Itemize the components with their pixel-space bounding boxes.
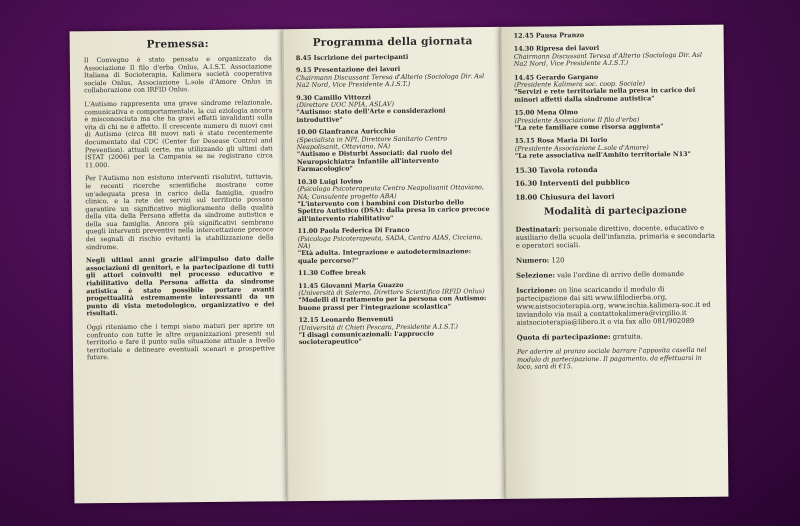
quota-value: gratuita. <box>612 332 643 341</box>
program-item <box>515 164 715 174</box>
iscrizione <box>516 285 716 327</box>
program-role: (Presidente Associazione Il filo d'erba) <box>514 115 640 125</box>
premessa-heading: Premessa: <box>146 37 209 51</box>
panel-premessa <box>70 29 287 503</box>
program-time: 12.15 Leonardo Benvenuti <box>298 315 394 325</box>
program-time: 10.00 Gianfranca Auricchio <box>296 127 396 137</box>
brochure <box>70 25 729 504</box>
program-role: (Psicologa Psicoterapeuta, SADA, Centro AIAS, Cicciano, NA) <box>297 232 483 250</box>
program-title: "Età adulta. Integrazione e autodeterminazione: quale percorso?" <box>297 247 472 265</box>
selezione-text: vale l'ordine di arrivo delle domande <box>557 269 685 280</box>
destinatari-text: personale direttivo, docente, educativo e ausiliario della scuola dell'infanzia, primaria e secondaria e operatori sociali. <box>515 223 715 250</box>
program-role: (Presidente Kalimera soc. coop. Sociale) <box>514 79 646 89</box>
program-time: 11.00 Paola Federica Di Franco <box>297 226 410 236</box>
program-item <box>298 281 492 313</box>
programma-heading: Programma della giornata <box>312 35 473 49</box>
program-item <box>515 191 715 201</box>
program-title: "La rete familiare come risorsa aggiunta" <box>514 122 664 132</box>
program-role: (Università di Salerno, Direttore Scientifico IRFID Onlus) <box>298 287 485 298</box>
program-time: 11.30 Coffee break <box>298 268 366 278</box>
program-time: 9.15 Presentazione dei lavori <box>295 65 401 75</box>
destinatari-label: Destinatari: <box>515 225 562 234</box>
program-role: (Università di Chieti Pescara, Presidente A.I.S.T.) <box>298 321 459 332</box>
numero-label: Numero: <box>515 256 550 265</box>
iscrizione-label: Iscrizione: <box>516 286 557 295</box>
program-item <box>514 108 714 132</box>
program-item <box>298 226 492 265</box>
program-title: "La rete associativa nell'Ambito territoriale N13" <box>514 150 691 161</box>
panel-programma <box>282 27 505 501</box>
program-item <box>514 44 714 68</box>
program-time: 14.45 Gerardo Gargano <box>514 72 599 82</box>
program-item <box>514 31 714 41</box>
program-role: (Specialista in NPI, Direttore Sanitario Centro Neapolisanit, Ottaviano, NA) <box>296 134 448 152</box>
program-role: Chairmann Discussant Teresa d'Alterio (Sociologa Dir. Asl Na2 Nord, Vice Presidente A.I.S.T.) <box>513 50 703 69</box>
program-title: "Modelli di trattamento per la persona con Autismo: buone prassi per l'integrazione scolastica" <box>298 294 487 312</box>
program-time: 12.45 Pausa Pranzo <box>513 31 585 40</box>
iscrizione-text: on line scaricando il modulo di partecipazione dai siti www.ilfilodierba.org, www.aistsocioterapia.org, www.ischia.kalimera-soc.it ed inviandolo via mail a contattokalimera@virgilio.it aistsocioterapia@libero.it o via fax allo 081/902089 <box>516 285 711 327</box>
program-list <box>296 53 493 347</box>
numero <box>516 255 716 265</box>
program-time: 9.30 Camillo Vittozzi <box>296 92 371 102</box>
program-title: "Autismo: stato dell'Arte e considerazioni introduttive" <box>296 106 446 124</box>
program-item <box>297 127 491 173</box>
program-time: 15.15 Rosa Maria Di Iorio <box>514 136 608 146</box>
premessa-paragraph: Il Convegno è stato pensato e organizzato da Associazione Il filo d'erba Onlus, A.I.S.T. Associazione Italiana di Socioterapia, Kalimera società cooperativa sociale Onlus, Associazione L.sole d'Amore Onlus in collaborazione con IRFID Onlus. <box>83 54 273 95</box>
program-time: 18.00 Chiusura dei lavori <box>515 191 615 202</box>
program-time: 16.30 Interventi del pubblico <box>515 177 630 188</box>
program-time: 14.30 Ripresa dei lavori <box>513 44 600 54</box>
destinatari <box>516 224 716 250</box>
program-item <box>299 315 493 347</box>
program-time: 11.45 Giovanni Maria Guazzo <box>298 280 404 290</box>
quota <box>517 332 717 342</box>
program-item <box>515 178 715 188</box>
premessa-paragraph: L'Autismo rappresenta una grave sindrome relazionale, comunicativa e comportamentale, la cui eziologia ancora è misconosciuta ma che ha gravi effetti invalidanti sulla vita di chi ne è affetto. Il crescente numero di nuovi casi di Autismo (circa 88 nuovi nati è stato recentemente documentato dal CDC (Center for Desease Control and Prevention). attuali certe, ma utilizzando gli ultimi dati ISTAT (2006) per la Campania se ne registrano circa 11.000. <box>84 98 273 170</box>
program-item <box>296 93 490 125</box>
modalita-heading: Modalità di partecipazione <box>543 204 688 218</box>
program-role: (Presidente Associazione L.sole d'Amore) <box>514 143 649 153</box>
premessa-paragraph: Per l'Autismo non esistono interventi risolutivi, tuttavia, le recenti ricerche scientifiche mostrano come un'adeguata presa in carico della famiglia, quadro clinico, e la rete dei servizi sul territorio possano garantire un significativo miglioramento della qualità della vita della Persona affetta da sindrome autistica e della sua famiglia. Ancora più significativi sembrano quegli interventi preventivi nella intercettazione precoce dei segnali di rischio evitanti la stabilizzazione della sindrome. <box>85 172 274 251</box>
program-role: (Direttore UOC NPIA, ASLAV) <box>296 100 395 110</box>
program-role: Chairmann Discussant Teresa d'Alterio (Sociologa Dir. Asl Na2 Nord, Vice Presidente A.I.S.T.) <box>296 71 485 90</box>
program-title: "Servizi e rete territoriale nella presa in carico dei minori affetti dalla sindrome autistica" <box>514 86 696 104</box>
program-title: "Autismo e Disturbi Associati: dal ruolo del Neuropsichiatra Infantile all'intervento Farmacologico" <box>296 148 453 174</box>
quota-label: Quota di partecipazione: <box>516 332 611 342</box>
program-title: "L'intervento con i bambini con Disturbo dello Spettro Autistico (DSA): dalla presa in carico precoce all'intervento riabilitativo" <box>297 198 490 223</box>
program-time: 15.30 Tavola rotonda <box>514 164 598 175</box>
selezione-label: Selezione: <box>516 271 556 280</box>
program-role: (Psicologo Psicoterapeuta Centro Neapolisanit Ottaviano, NA; Consulente progetto ABA) <box>297 183 484 201</box>
premessa-paragraph: Oggi riteniamo che i tempi siano maturi per aprire un confronto con tutte le altre organizzazioni presenti sul territorio e fare il punto sulla situazione attuale a livello territoriale e delineare eventuali scenari e prospettive future. <box>86 321 275 362</box>
program-item <box>298 268 492 277</box>
program-item <box>514 72 714 104</box>
program-item <box>515 136 715 160</box>
selezione <box>516 270 716 280</box>
program-time: 15.00 Mena Olmo <box>514 108 578 118</box>
program-item <box>297 177 491 223</box>
numero-value: 120 <box>551 256 565 265</box>
pranzo-note: Per aderire al pranzo sociale barrare l'apposita casella nel modulo di partecipazione. Il pagamento, da effettuarsi in loco, sarà di €15. <box>516 345 707 371</box>
premessa-paragraph: Negli ultimi anni grazie all'impulso dato dalle associazioni di genitori, e la partecipazione di tutti gli attori coinvolti nel processo educativo e riabilitativo della Persona affetta da sindrome autistica è stato possibile portare avanti progettualità estremamente interessanti da un punto di vista metodologico, organizzativo e dei risultati. <box>85 254 275 318</box>
panel-pomeriggio <box>500 25 729 499</box>
program-item <box>296 65 490 89</box>
program-title: "I disagi comunicazionali: l'approccio socioterapeutico" <box>298 329 434 347</box>
program-time: 8.45 Iscrizione dei partecipanti <box>295 52 409 63</box>
program-item <box>296 53 490 62</box>
program-time: 10.30 Luigi Iovino <box>297 177 363 186</box>
